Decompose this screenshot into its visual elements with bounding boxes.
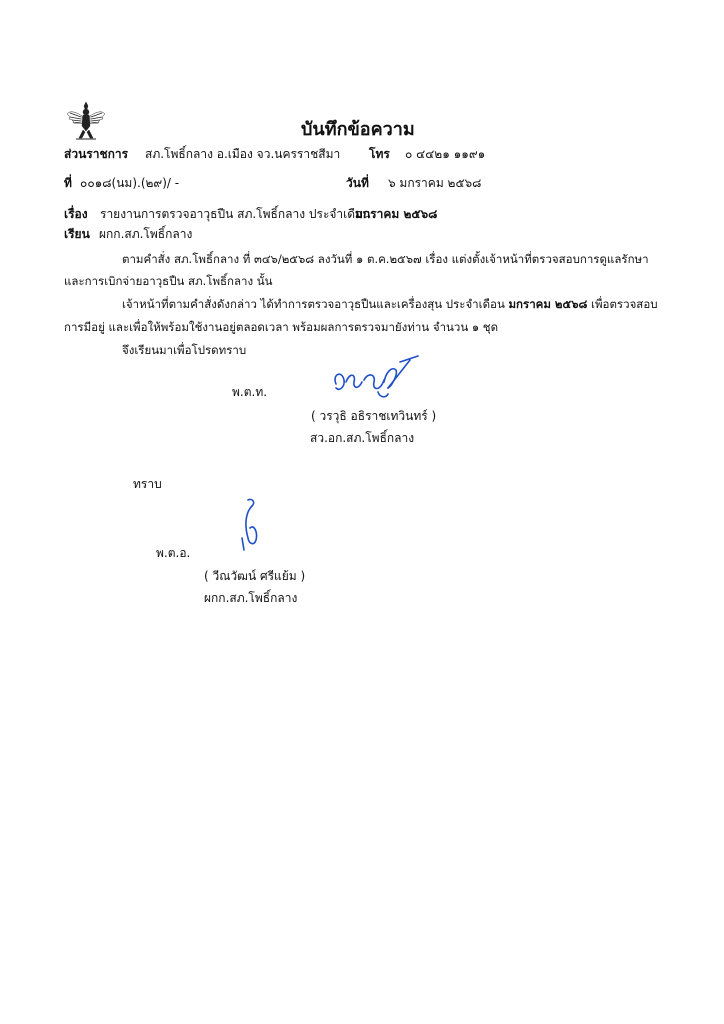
para2-line1-month: มกราคม ๒๕๖๘ [508,297,588,311]
to-value: ผกก.สภ.โพธิ์กลาง [99,227,193,241]
ref-value: ๐๐๑๘(นม).(๒๙)/ - [80,176,180,190]
to-label: เรียน [64,227,90,241]
signer1-rank: พ.ต.ท. [232,385,268,399]
signer2-position: ผกก.สภ.โพธิ์กลาง [204,591,298,605]
date-value: ๖ มกราคม ๒๕๖๘ [388,176,482,190]
endorsement-note: ทราบ [133,477,162,491]
signer2-name: ( วีณวัฒน์ ศรีแย้ม ) [204,569,306,583]
para2-line2: การมีอยู่ และเพื่อให้พร้อมใช้งานอยู่ตลอดเวลา พร้อมผลการตรวจมายังท่าน จำนวน ๑ ชุด [64,320,499,334]
agency-label: ส่วนราชการ [64,147,129,161]
signature1-handwriting [322,352,422,402]
agency-value: สภ.โพธิ์กลาง อ.เมือง จว.นครราชสีมา [145,147,341,161]
ref-label: ที่ [64,176,72,190]
subject-label: เรื่อง [64,207,88,221]
para2-line1 [122,296,658,314]
para1-line1: ตามคำสั่ง สภ.โพธิ์กลาง ที่ ๓๔๖/๒๕๖๘ ลงวันที่ ๑ ต.ค.๒๕๖๗ เรื่อง แต่งตั้งเจ้าหน้าที่ตรวจสอบการดูแลรักษา [122,252,649,266]
signer1-position: สว.อก.สภ.โพธิ์กลาง [310,431,415,445]
phone-value: ๐ ๔๔๒๑ ๑๑๙๑ [405,147,486,161]
para2-line1-text-a: เจ้าหน้าที่ตามคำสั่งดังกล่าว ได้ทำการตรวจอาวุธปืนและเครื่องสุน ประจำเดือน [122,297,505,311]
subject-month: มกราคม ๒๕๖๘ [355,207,438,221]
phone-label: โทร [369,147,390,161]
para2-line1-text-b: เพื่อตรวจสอบ [591,297,658,311]
garuda-emblem-icon [64,100,108,142]
signer1-name: ( วรวุธิ อธิราชเทวินทร์ ) [311,409,437,423]
closing-line: จึงเรียนมาเพื่อโปรดทราบ [122,343,247,357]
memo-title: บันทึกข้อความ [301,119,415,140]
date-label: วันที่ [346,176,369,190]
para1-line2: และการเบิกจ่ายอาวุธปืน สภ.โพธิ์กลาง นั้น [64,274,273,288]
signature2-handwriting [238,494,268,554]
subject-value: รายงานการตรวจอาวุธปืน สภ.โพธิ์กลาง ประจำเดือน [100,207,371,221]
signer2-rank: พ.ต.อ. [156,546,191,560]
